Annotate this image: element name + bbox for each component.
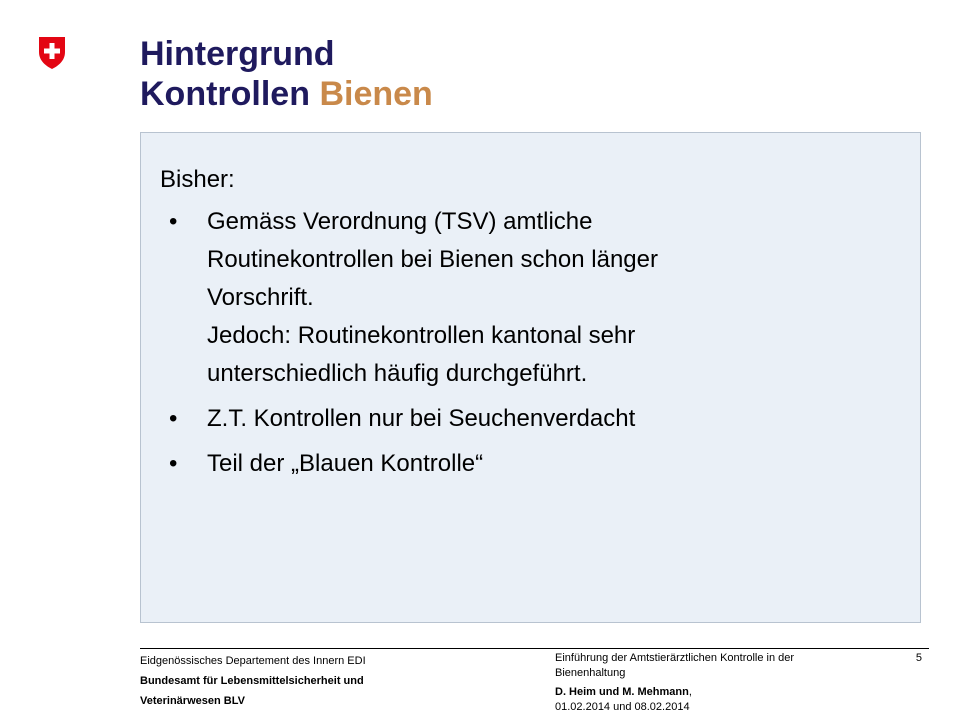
bullet-text: Teil der „Blauen Kontrolle“	[207, 450, 484, 477]
footer-authors: D. Heim und M. Mehmann	[555, 686, 689, 698]
content-box	[140, 132, 921, 623]
bullet-text: Z.T. Kontrollen nur bei Seuchenverdacht	[207, 405, 636, 432]
footer-authors-separator: ,	[688, 686, 692, 698]
bullet-line: Vorschrift.	[207, 284, 314, 311]
bullet-list	[169, 203, 889, 490]
footer-authors-line	[555, 685, 875, 700]
page-number: 5	[915, 652, 922, 664]
title-line-2	[140, 74, 433, 114]
footer-divider	[140, 648, 929, 649]
bullet-dot: •	[169, 208, 178, 235]
bullet-line: unterschiedlich häufig durchgeführt.	[207, 360, 588, 387]
footer-organization	[140, 651, 460, 711]
bullet-line: Jedoch: Routinekontrollen kantonal sehr	[207, 322, 636, 349]
title-line-1: Hintergrund	[140, 35, 335, 73]
bullet-line: Routinekontrollen bei Bienen schon länger	[207, 246, 658, 273]
swiss-cross-shield-icon	[38, 36, 66, 70]
bullet-item	[169, 203, 889, 393]
footer-office-line-2: Veterinärwesen BLV	[140, 695, 245, 707]
intro-text: Bisher:	[160, 166, 235, 193]
bullet-item	[169, 445, 889, 483]
bullet-dot: •	[169, 405, 178, 432]
footer-office-line-1: Bundesamt für Lebensmittelsicherheit und	[140, 675, 364, 687]
footer-topic-line-1: Einführung der Amtstierärztlichen Kontrolle in der	[555, 652, 795, 664]
title-line-2-accent: Bienen	[319, 75, 433, 113]
title-line-2-part-1: Kontrollen	[140, 75, 310, 113]
bullet-item	[169, 400, 889, 438]
footer-topic-line-2: Bienenhaltung	[555, 667, 626, 679]
footer-department: Eidgenössisches Departement des Innern EDI	[140, 655, 366, 667]
footer-presentation-info	[555, 651, 875, 715]
bullet-line: Gemäss Verordnung (TSV) amtliche	[207, 208, 593, 235]
footer-dates: 01.02.2014 und 08.02.2014	[555, 701, 690, 713]
bullet-dot: •	[169, 450, 178, 477]
slide-title	[140, 34, 433, 114]
